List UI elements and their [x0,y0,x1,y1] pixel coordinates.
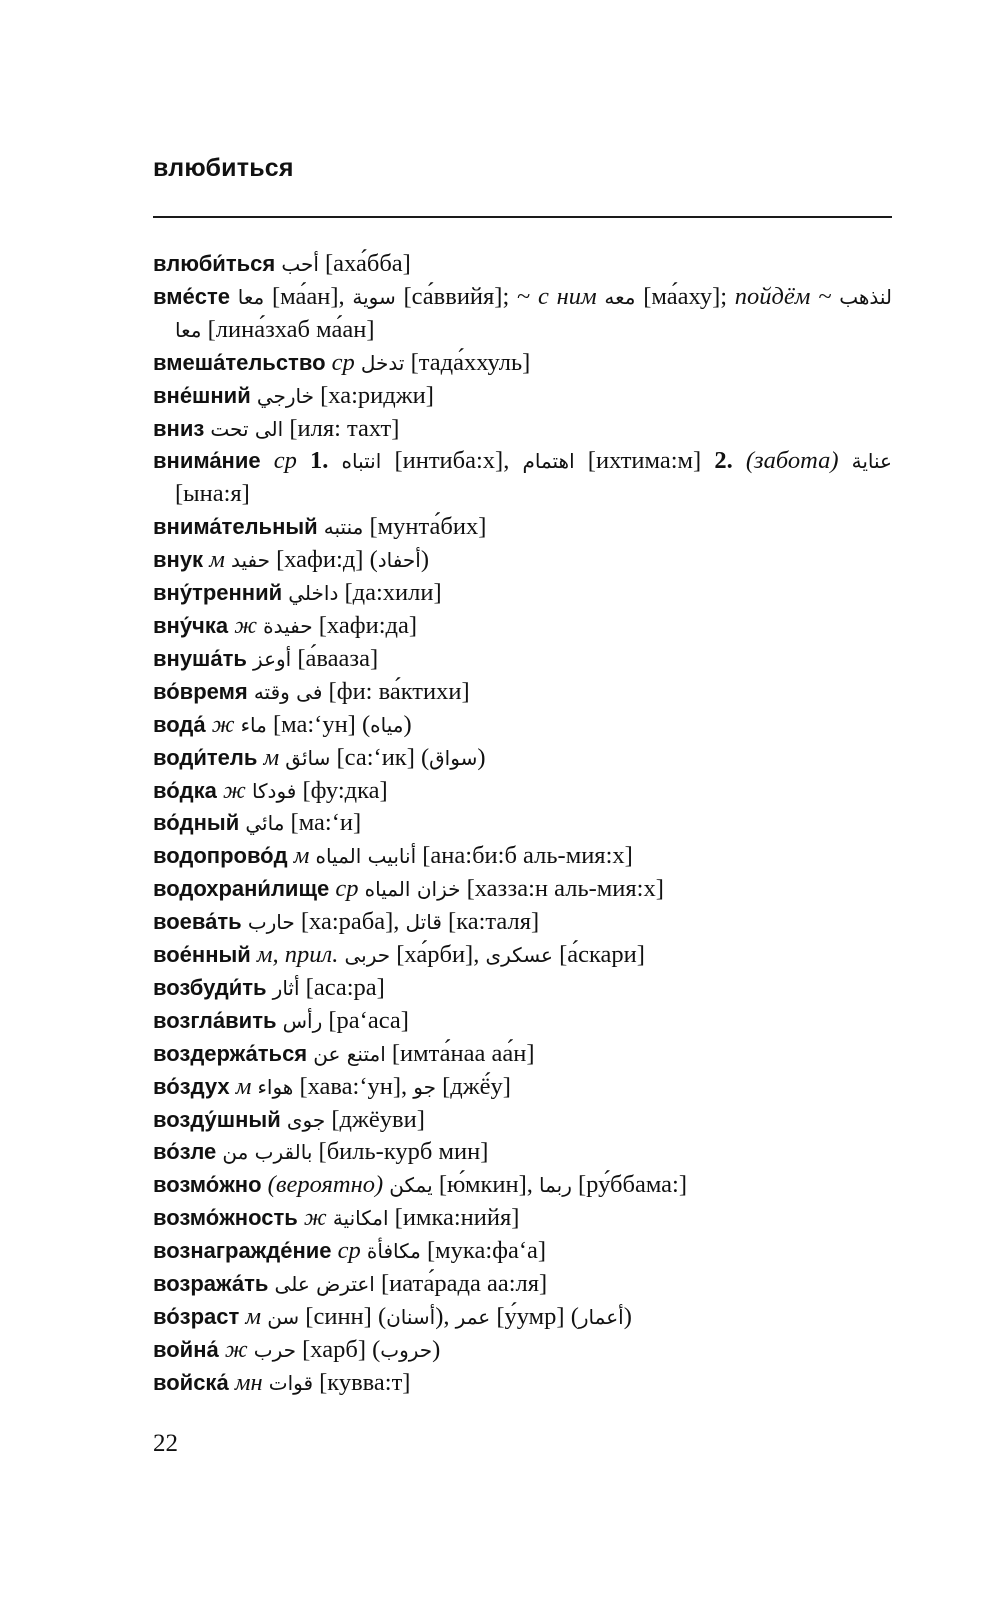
transcription-text [733,447,746,474]
dictionary-entry [153,1136,892,1169]
transcription-text: [тада́ххуль] [404,348,531,376]
entry-headword: вне́шний [153,382,251,408]
arabic-text: ماء [240,712,267,737]
transcription-text: [са́ввийя]; ~ [395,282,539,310]
transcription-text: [лина́зхаб ма́ан] [201,315,375,343]
arabic-text: حفيدة [263,613,313,638]
dictionary-entry [153,1005,892,1038]
grammar-label: мн [234,1368,263,1396]
dictionary-entry [153,1038,892,1071]
dictionary-entries [153,248,892,1400]
entry-headword: во́время [153,678,248,704]
arabic-text: سواق [429,745,478,770]
dictionary-entry [153,511,892,544]
grammar-label: (забота) [745,447,839,475]
dictionary-entry [153,281,892,347]
dictionary-entry [153,577,892,610]
dictionary-entry [153,380,892,413]
arabic-text: أحفاد [377,548,421,573]
entry-headword: возража́ть [153,1271,269,1297]
arabic-text: يمكن [389,1173,433,1198]
transcription-text: ) [403,710,412,738]
entry-headword: влюби́ться [153,251,276,276]
entry-headword: возмо́жность [153,1205,298,1231]
arabic-text: اعترض على [274,1272,375,1297]
transcription-text: [хава:‘ун], [293,1072,414,1100]
transcription-text: [мука:фа‘а] [420,1237,547,1265]
entry-headword: внима́тельный [153,514,318,540]
transcription-text: [ихтима:м] [574,447,715,475]
transcription-text: [хафи:д] ( [269,546,378,574]
arabic-text: حرب [253,1337,297,1362]
transcription-text: [мунта́бих] [363,513,487,541]
arabic-text: جوى [286,1107,326,1132]
entry-headword: война́ [153,1336,219,1362]
arabic-text: داخلي [288,581,339,606]
dictionary-entry [153,709,892,742]
entry-headword: возду́шный [153,1106,281,1132]
grammar-label: ж [224,1335,248,1363]
arabic-text: معا [237,284,265,309]
dictionary-entry [153,939,892,972]
arabic-text: بالقرب من [222,1140,313,1165]
grammar-label: м [293,842,310,870]
entry-headword: внуша́ть [153,645,247,671]
transcription-text: [харб] ( [296,1335,381,1363]
dictionary-entry [153,775,892,808]
transcription-text [328,447,341,474]
transcription-text: [ына:я] [175,480,250,508]
dictionary-entry [153,544,892,577]
arabic-text: لنذهب معا [175,284,892,342]
dictionary-entry [153,413,892,446]
entry-headword: во́дка [153,777,217,803]
entry-headword: вну́тренний [153,580,283,606]
grammar-label: ср [273,447,297,475]
transcription-text: [джёуви] [325,1105,425,1133]
grammar-label: м, прил. [256,941,339,969]
arabic-text: مائي [245,811,285,836]
entry-headword: во́дный [153,810,240,836]
entry-headword: во́зле [153,1139,217,1165]
transcription-text: [а́скари] [552,941,645,969]
grammar-label: м [209,546,225,574]
entry-headword: вое́нный [153,942,251,968]
transcription-text: [ха:раба], [294,908,406,936]
grammar-label: ср [337,1237,361,1265]
dictionary-entry [153,1235,892,1268]
page-number: 22 [153,1430,178,1457]
transcription-text: [интиба:х], [381,447,523,475]
transcription-text: ) [477,743,486,771]
dictionary-entry [153,610,892,643]
header-rule [153,216,892,218]
arabic-text: أنابيب المياه [315,844,417,869]
arabic-text: الى تحت [210,416,284,441]
transcription-text: [ра‘аса] [322,1006,409,1034]
transcription-text: [аха́бба] [318,250,411,277]
dictionary-entry [153,1104,892,1137]
arabic-text: عمر [455,1305,491,1329]
entry-headword: воздержа́ться [153,1040,308,1066]
transcription-text: [иля: тахт] [283,414,400,442]
entry-headword: возмо́жно [153,1172,262,1198]
transcription-text: [ха́рби], [390,941,486,969]
transcription-text [297,447,310,474]
grammar-label: ж [234,611,257,639]
entry-headword: внук [153,547,204,573]
entry-headword: войска́ [153,1369,229,1395]
arabic-text: أحب [281,252,319,276]
dictionary-entry [153,906,892,939]
dictionary-entry [153,840,892,873]
arabic-text: جو [413,1074,436,1099]
arabic-text: خارجي [256,383,315,408]
transcription-text: [кувва:т] [313,1368,411,1396]
arabic-text: اهتمام [522,449,575,474]
dictionary-entry [153,643,892,676]
transcription-text: [синн] ( [299,1303,387,1330]
arabic-text: أوعز [253,646,292,671]
dictionary-entry [153,742,892,775]
dictionary-entry [153,1268,892,1301]
arabic-text: أسنان [386,1305,436,1329]
entry-headword: во́здух [153,1073,230,1099]
arabic-text: عسكرى [485,943,553,968]
arabic-text: فى وقته [253,679,323,704]
entry-headword: возгла́вить [153,1007,277,1033]
dictionary-entry [153,445,892,511]
transcription-text: [ю́мкин], [432,1171,539,1199]
arabic-text: هواء [257,1074,294,1099]
entry-headword: возбуди́ть [153,974,267,1000]
dictionary-entry [153,1367,892,1400]
grammar-label: м [245,1303,262,1330]
entry-headword: воева́ть [153,909,242,935]
arabic-text: منتبه [323,515,364,540]
transcription-text: [ру́ббама:] [571,1171,688,1199]
arabic-text: قاتل [405,910,442,935]
dictionary-entry [153,1202,892,1235]
transcription-text [261,447,274,474]
arabic-text: عناية [851,449,892,474]
transcription-text: [аса:ра] [299,973,385,1001]
dictionary-entry [153,248,892,281]
entry-headword: води́тель [153,744,258,770]
arabic-text: رأس [282,1008,323,1033]
entry-headword: вода́ [153,711,206,737]
arabic-text: سن [267,1305,300,1329]
transcription-text: [ка:таля] [441,908,540,936]
transcription-text: [фу:дка] [296,776,388,804]
arabic-text: مياه [370,712,404,737]
running-head: влюбиться [153,154,294,182]
entry-headword: во́зраст [153,1304,240,1329]
transcription-text: [ма́ан], [264,282,353,310]
dictionary-entry [153,873,892,906]
dictionary-entry [153,1334,892,1367]
arabic-text: سوية [352,284,396,309]
transcription-text: [а́вааза] [291,644,379,672]
transcription-text: ) [623,1303,632,1330]
transcription-text: [джё́у] [435,1072,511,1100]
transcription-text: [да:хили] [338,579,442,607]
grammar-label: м [235,1072,252,1100]
sense-number: 2. [714,447,733,475]
arabic-text: حربى [344,943,391,968]
arabic-text: ربما [539,1173,572,1198]
dictionary-entry [153,972,892,1005]
entry-headword: вниз [153,415,205,441]
arabic-text: سائق [285,745,331,770]
transcription-text: ) [420,546,429,574]
grammar-label: (вероятно) [267,1171,384,1199]
arabic-text: حارب [247,910,295,935]
dictionary-entry [153,1301,892,1334]
transcription-text: [хазза:н аль-мия:х] [460,875,664,903]
arabic-text: قوات [268,1370,314,1395]
grammar-label: ж [223,776,246,804]
dictionary-entry [153,347,892,380]
transcription-text: [биль-курб мин] [312,1138,489,1166]
entry-headword: вну́чка [153,612,229,638]
transcription-text: [у́умр] ( [490,1303,579,1330]
arabic-text: خزان المياه [364,877,461,902]
entry-headword: вме́сте [153,283,230,309]
transcription-text: [хафи:да] [312,611,418,639]
transcription-text [230,283,238,310]
transcription-text: [иата́рада аа:ля] [374,1270,548,1298]
transcription-text: [имта́наа аа́н] [385,1039,535,1067]
transcription-text: [ма:‘и] [284,809,362,837]
dictionary-entry [153,1071,892,1104]
transcription-text: [ма́аху]; [635,282,735,310]
dictionary-entry [153,676,892,709]
transcription-text: [ана:би:б аль-мия:х] [416,842,633,870]
transcription-text: [ха:риджи] [314,381,434,409]
grammar-label: пойдём ~ [734,282,832,310]
arabic-text: أثار [272,975,300,1000]
arabic-text: معه [604,284,636,309]
grammar-label: ж [303,1204,327,1232]
grammar-label: ср [335,875,359,903]
arabic-text: حفيد [230,548,270,573]
arabic-text: حروب [380,1337,433,1362]
grammar-label: ср [331,348,355,376]
arabic-text: امكانية [332,1206,389,1231]
arabic-text: مكافأة [366,1239,421,1264]
entry-headword: водохрани́лище [153,876,330,902]
transcription-text: [имка:нийя] [388,1204,520,1232]
grammar-label: м [263,743,280,771]
entry-headword: внима́ние [153,448,261,474]
transcription-text [839,447,852,474]
entry-headword: водопрово́д [153,843,288,869]
transcription-text: [ма:‘ун] ( [266,710,371,738]
sense-number: 1. [310,447,329,475]
entry-headword: вмеша́тельство [153,349,326,375]
grammar-label: с ним [538,282,597,310]
transcription-text: [фи: ва́ктихи] [322,677,470,705]
transcription-text: [са:‘ик] ( [330,743,430,771]
arabic-text: فودكا [251,778,297,803]
entry-headword: вознагражде́ние [153,1238,332,1264]
grammar-label: ж [211,710,235,738]
transcription-text: ) [432,1335,441,1363]
transcription-text: ), [435,1303,456,1330]
arabic-text: تدخل [360,350,405,375]
arabic-text: امتنع عن [313,1041,386,1066]
arabic-text: أعمار [578,1305,624,1329]
dictionary-entry [153,1169,892,1202]
dictionary-entry [153,807,892,840]
arabic-text: انتباه [341,449,382,474]
